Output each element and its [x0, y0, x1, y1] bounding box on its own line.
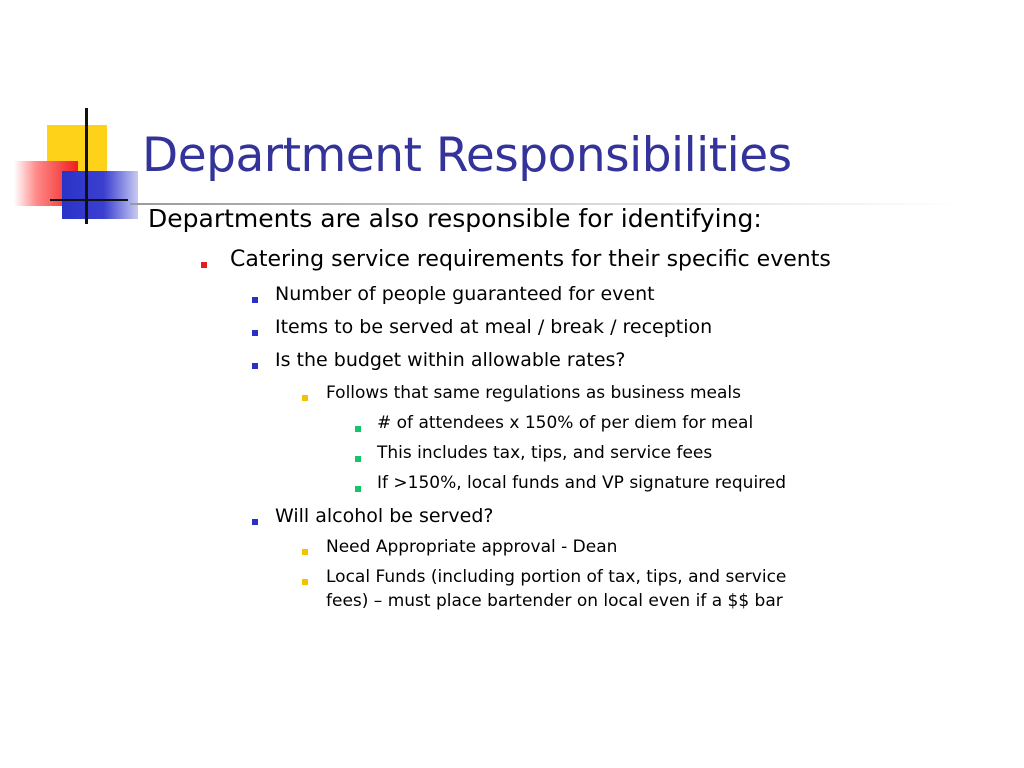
yellow-bullet-icon — [302, 395, 308, 401]
list-item-if150: If >150%, local funds and VP signature required — [377, 473, 787, 493]
blue-bullet-icon — [252, 297, 258, 303]
list-item-budget: Is the budget within allowable rates? — [275, 349, 626, 371]
green-bullet-icon — [355, 426, 361, 432]
list-item-includes: This includes tax, tips, and service fees — [377, 443, 713, 463]
green-bullet-icon — [355, 456, 361, 462]
slide-title: Department Responsibilities — [142, 128, 792, 183]
yellow-bullet-icon — [302, 579, 308, 585]
yellow-bullet-icon — [302, 549, 308, 555]
blue-square-decoration — [62, 171, 138, 219]
list-item-attendees: # of attendees x 150% of per diem for meal — [377, 413, 754, 433]
green-bullet-icon — [355, 486, 361, 492]
intro-text: Departments are also responsible for identifying: — [148, 204, 762, 233]
list-item-alcohol: Will alcohol be served? — [275, 505, 494, 527]
blue-bullet-icon — [252, 519, 258, 525]
list-item-local-funds: Local Funds (including portion of tax, tips, and service — [326, 567, 787, 587]
blue-bullet-icon — [252, 330, 258, 336]
vertical-line-decoration — [85, 108, 88, 224]
list-item-local-funds-continued: fees) – must place bartender on local even if a $$ bar — [326, 591, 783, 611]
list-item-approval: Need Appropriate approval - Dean — [326, 537, 618, 557]
list-item-items: Items to be served at meal / break / reception — [275, 316, 713, 338]
horizontal-line-decoration — [50, 199, 128, 201]
red-bullet-icon — [201, 262, 207, 268]
list-item-catering: Catering service requirements for their specific events — [230, 247, 831, 272]
list-item-people: Number of people guaranteed for event — [275, 283, 655, 305]
list-item-follows: Follows that same regulations as business meals — [326, 383, 742, 403]
blue-bullet-icon — [252, 363, 258, 369]
